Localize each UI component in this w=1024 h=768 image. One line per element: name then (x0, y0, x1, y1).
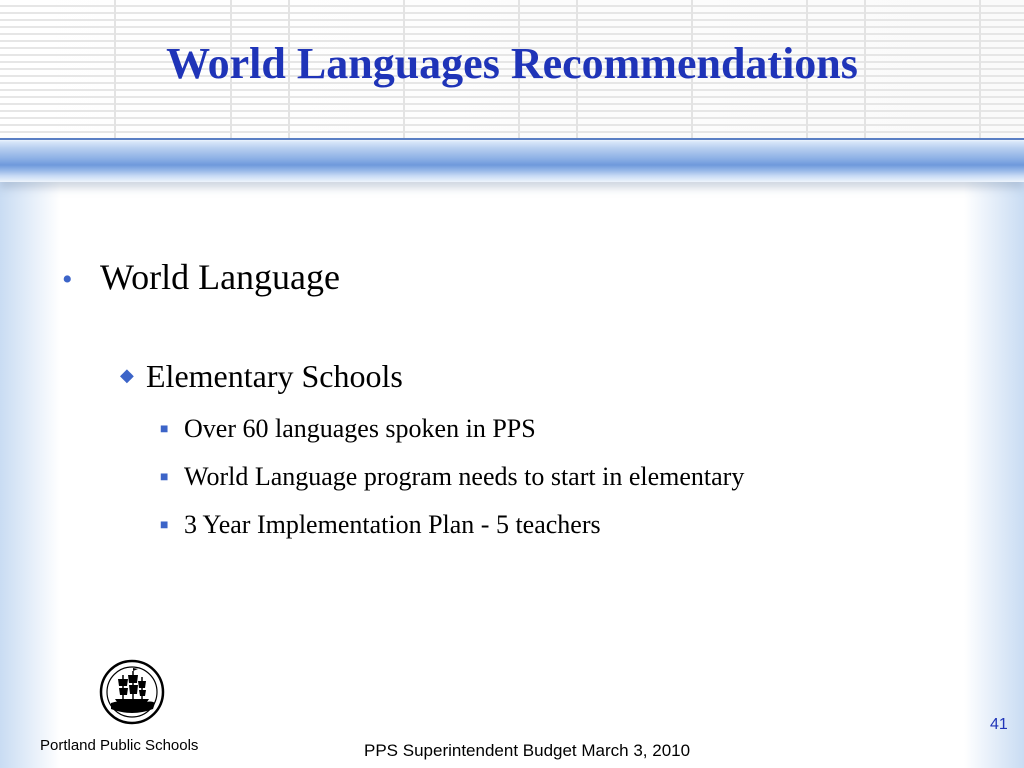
page-number: 41 (990, 716, 1008, 733)
bullet-level2-text: Elementary Schools (146, 358, 403, 394)
square-bullet-icon: ■ (160, 470, 169, 485)
bullet-level3-text: World Language program needs to start in elementary (184, 462, 745, 491)
footer-organization: Portland Public Schools (40, 737, 199, 754)
diamond-bullet-icon: ◆ (120, 365, 134, 385)
bullet-level1-text: World Language (100, 257, 341, 297)
bullet-level3-item (160, 414, 536, 444)
round-bullet-icon: • (62, 263, 73, 296)
bullet-level3-item (160, 462, 744, 492)
bullet-level3-item (160, 510, 601, 540)
bullet-level1 (62, 256, 340, 298)
ship-seal-logo (99, 659, 165, 725)
bullet-level3-text: Over 60 languages spoken in PPS (184, 414, 536, 443)
slide-title: World Languages Recommendations (166, 39, 858, 88)
bullet-level2 (120, 358, 403, 395)
bullet-level3-text: 3 Year Implementation Plan - 5 teachers (184, 510, 601, 539)
header-blue-bar (0, 138, 1024, 182)
square-bullet-icon: ■ (160, 518, 169, 533)
square-bullet-icon: ■ (160, 422, 169, 437)
footer-caption: PPS Superintendent Budget March 3, 2010 (364, 741, 691, 760)
